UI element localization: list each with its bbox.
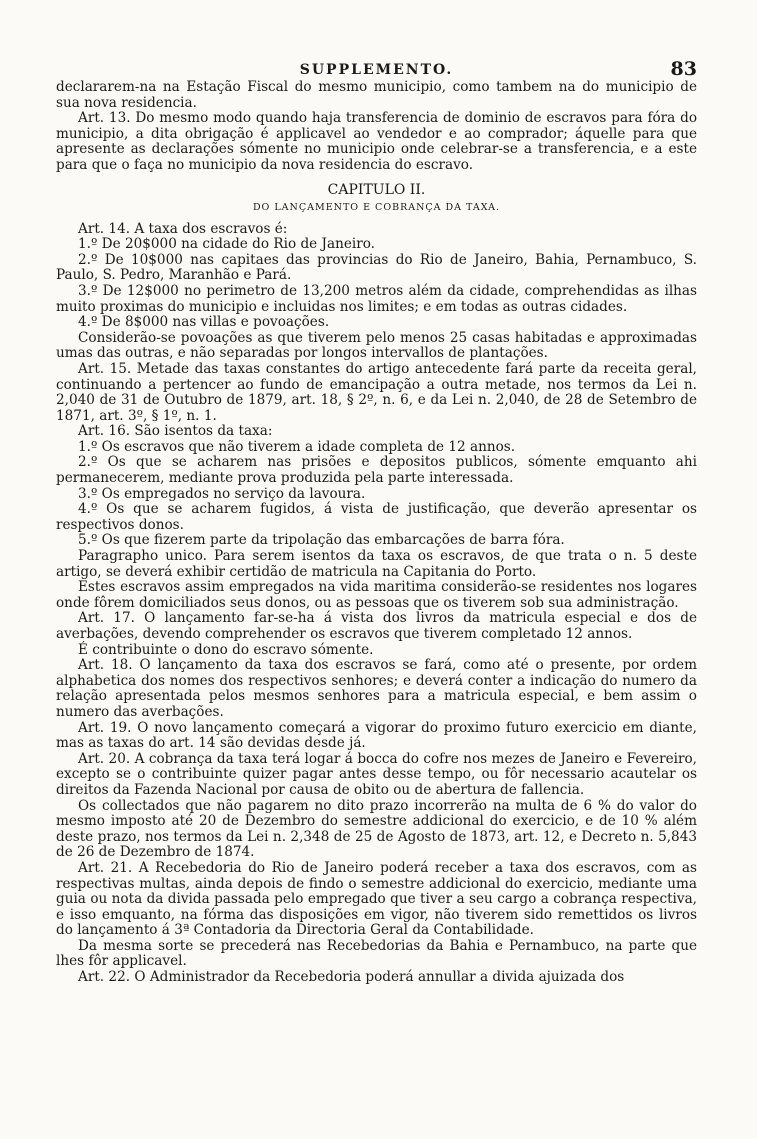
paragraph: 1.º Os escravos que não tiverem a idade completa de 12 annos. xyxy=(78,438,516,455)
paragraph: 4.º Os que se acharem fugidos, á vista de justificação, que deverão apresentar os respectivos donos. xyxy=(56,501,697,533)
paragraph: 3.º De 12$000 no perimetro de 13,200 metros além da cidade, comprehendidas as ilhas muito proximas do municipio e incluidas nos limites; e em todas as outras cidades. xyxy=(56,282,697,315)
running-title: SUPPLEMENTO. xyxy=(299,62,454,78)
paragraph: Paragrapho unico. Para serem isentos da taxa os escravos, de que trata o n. 5 deste artigo, se deverá exhibir certidão de matricula na Capitania do Porto. xyxy=(56,548,697,580)
paragraph: Estes escravos assim empregados na vida maritima considerão-se residentes nos logares onde fôrem domiciliados seus donos, ou as pessoas que os tiverem sob sua administração. xyxy=(56,579,697,611)
paragraph: Art. 22. O Administrador da Recebedoria poderá annullar a divida ajuizada dos xyxy=(78,969,625,986)
paragraph: Art. 14. A taxa dos escravos é: xyxy=(78,220,288,237)
paragraph: Art. 15. Metade das taxas constantes do artigo antecedente fará parte da receita geral, continuando a pertencer ao fundo de emancipação a outra metade, nos termos da Lei n. 2,040 de 31 de Outubro de 1879, art. 18, § 2º, n. 6, e da Lei n. 2,040, de 28 de Setembro de 1871, art. 3º, § 1º, n. 1. xyxy=(56,360,697,424)
paragraph: declararem-na na Estação Fiscal do mesmo municipio, como tambem na do municipio de sua nova residencia. xyxy=(56,79,697,111)
paragraph: 4.º De 8$000 nas villas e povoações. xyxy=(78,314,330,331)
chapter-title: CAPITULO II. xyxy=(327,181,426,198)
paragraph: Art. 17. O lançamento far-se-ha á vista dos livros da matricula especial e dos de averbações, devendo comprehender os escravos que tiverem completado 12 annos. xyxy=(56,610,697,642)
chapter-subtitle: DO LANÇAMENTO E COBRANÇA DA TAXA. xyxy=(252,201,501,213)
page-number: 83 xyxy=(670,58,697,80)
paragraph: Art. 19. O novo lançamento começará a vigorar do proximo futuro exercicio em diante, mas as taxas do art. 14 são devidas desde já. xyxy=(56,719,697,752)
paragraph: 2.º De 10$000 nas capitaes das provincias do Rio de Janeiro, Bahia, Pernambuco, S. Paulo, S. Pedro, Maranhão e Pará. xyxy=(56,251,697,284)
paragraph: Art. 18. O lançamento da taxa dos escravos se fará, como até o presente, por ordem alphabetica dos nomes dos respectivos senhores; e deverá conter a indicação do numero da relação apresentada pelos mesmos senhores para a matricula especial, e bem assim o numero das averbações. xyxy=(56,657,697,720)
paragraph: 5.º Os que fizerem parte da tripolação das embarcações de barra fóra. xyxy=(78,532,565,549)
paragraph: Da mesma sorte se precederá nas Recebedorias da Bahia e Pernambuco, na parte que lhes fôr applicavel. xyxy=(56,937,697,970)
page-header xyxy=(56,58,697,80)
paragraph: Art. 13. Do mesmo modo quando haja transferencia de dominio de escravos para fóra do municipio, a dita obrigação é applicavel ao vendedor e ao comprador; áquelle para que apresente as declarações sómente no municipio onde celebrar-se a transferencia, e a este para que o faça no municipio da nova residencia do escravo. xyxy=(56,110,697,173)
text-block-before xyxy=(56,80,697,174)
paragraph: Considerão-se povoações as que tiverem pelo menos 25 casas habitadas e approximadas umas das outras, e não separadas por longos intervallos de plantações. xyxy=(56,329,697,362)
paragraph: Art. 21. A Recebedoria do Rio de Janeiro poderá receber a taxa dos escravos, com as respectivas multas, ainda depois de findo o semestre addicional do exercicio, mediante uma guia ou nota da divida passada pelo empregado que tiver a seu cargo a cobrança respectiva, e isso emquanto, na fórma das disposições em vigor, não tiverem sido remettidos os livros do lançamento á 3ª Contadoria da Directoria Geral da Contabilidade. xyxy=(56,859,697,939)
paragraph: 3.º Os empregados no serviço da lavoura. xyxy=(78,485,366,502)
paragraph: Art. 16. São isentos da taxa: xyxy=(78,423,273,440)
paragraph: É contribuinte o dono do escravo sómente. xyxy=(78,641,374,658)
paragraph: Os collectados que não pagarem no dito prazo incorrerão na multa de 6 % do valor do mesmo imposto até 20 de Dezembro do semestre addicional do exercicio, e de 10 % além deste prazo, nos termos da Lei n. 2,348 de 25 de Agosto de 1873, art. 12, e Decreto n. 5,843 de 26 de Dezembro de 1874. xyxy=(56,797,697,861)
text-block-after xyxy=(56,222,697,986)
paragraph: 1.º De 20$000 na cidade do Rio de Janeiro. xyxy=(78,236,376,253)
paragraph: 2.º Os que se acharem nas prisões e depositos publicos, sómente emquanto ahi permanecerem, mediante prova produzida pela parte interessada. xyxy=(56,454,697,487)
paragraph: Art. 20. A cobrança da taxa terá logar á bocca do cofre nos mezes de Janeiro e Fevereiro, excepto se o contribuinte quizer pagar antes desse tempo, ou fôr necessario acautelar os direitos da Fazenda Nacional por causa de obito ou de abertura de fallencia. xyxy=(56,750,697,798)
